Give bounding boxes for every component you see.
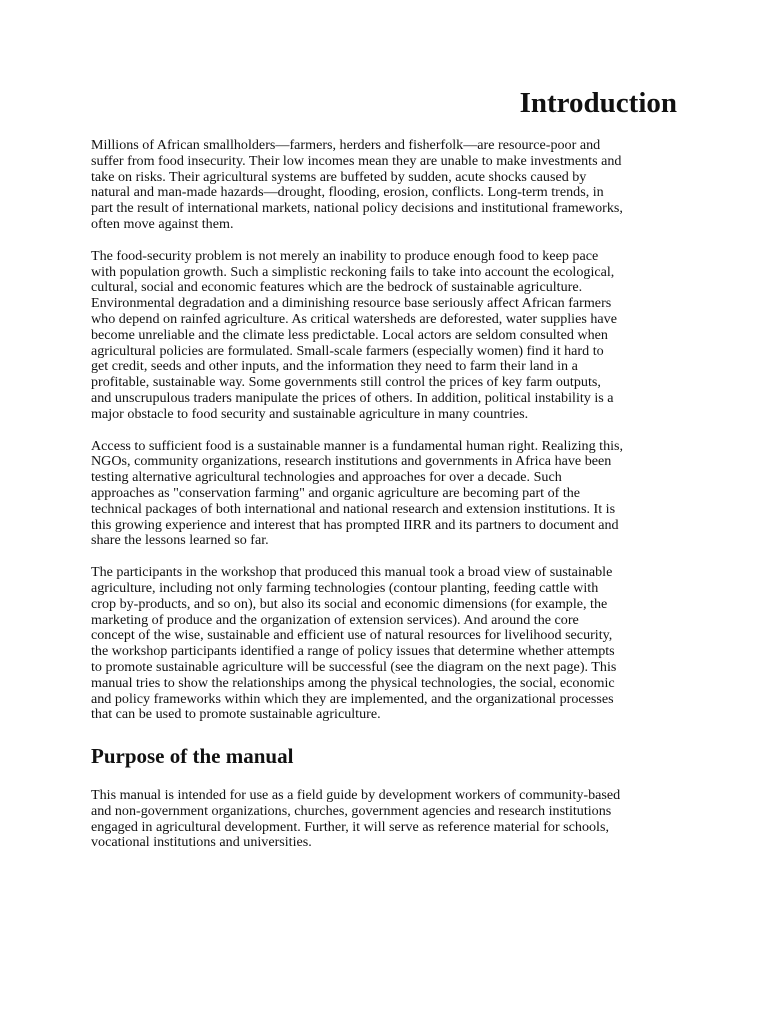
- text-line: with population growth. Such a simplistic reckoning fails to take into account the ecological,: [91, 263, 615, 280]
- text-line: and policy frameworks within which they are implemented, and the organizational processes: [91, 690, 614, 707]
- text-line: become unreliable and the climate less predictable. Local actors are seldom consulted when: [91, 326, 608, 343]
- document-body: [91, 138, 685, 867]
- text-line: NGOs, community organizations, research institutions and governments in Africa have been: [91, 453, 612, 470]
- text-line: to promote sustainable agriculture will be successful (see the diagram on the next page). This: [91, 658, 617, 675]
- text-line: that can be used to promote sustainable agriculture.: [91, 706, 381, 723]
- text-line: approaches as "conservation farming" and organic agriculture are becoming part of the: [91, 484, 581, 501]
- intro-paragraph-3: [91, 439, 685, 550]
- text-line: concept of the wise, sustainable and efficient use of natural resources for livelihood security,: [91, 627, 613, 644]
- text-line: the workshop participants identified a range of policy issues that determine whether attempts: [91, 643, 615, 660]
- intro-paragraph-2: [91, 249, 685, 423]
- text-line: Environmental degradation and a diminishing resource base seriously affect African farmers: [91, 295, 612, 312]
- text-line: major obstacle to food security and sustainable agriculture in many countries.: [91, 405, 529, 422]
- text-line: profitable, sustainable way. Some governments still control the prices of key farm outputs,: [91, 374, 601, 391]
- text-line: vocational institutions and universities.: [91, 834, 312, 851]
- text-line: crop by-products, and so on), but also its social and economic dimensions (for example, the: [91, 595, 608, 612]
- purpose-paragraph: [91, 788, 685, 851]
- text-line: take on risks. Their agricultural systems are buffeted by sudden, acute shocks caused by: [91, 168, 587, 185]
- text-line: testing alternative agricultural technologies and approaches for over a decade. Such: [91, 469, 562, 486]
- text-line: suffer from food insecurity. Their low incomes mean they are unable to make investments and: [91, 152, 622, 169]
- text-line: Access to sufficient food is a sustainable manner is a fundamental human right. Realizing this,: [91, 437, 624, 454]
- intro-paragraph-1: [91, 138, 685, 233]
- text-line: engaged in agricultural development. Further, it will serve as reference material for schools,: [91, 818, 609, 835]
- text-line: agriculture, including not only farming technologies (contour planting, feeding cattle with: [91, 579, 599, 596]
- text-line: marketing of produce and the organization of extension services). And around the core: [91, 611, 579, 628]
- section-heading-purpose: Purpose of the manual: [91, 744, 294, 769]
- text-line: part the result of international markets, national policy decisions and institutional frameworks,: [91, 200, 623, 217]
- text-line: this growing experience and interest that has prompted IIRR and its partners to document and: [91, 516, 619, 533]
- text-line: get credit, seeds and other inputs, and the information they need to farm their land in a: [91, 358, 578, 375]
- text-line: Millions of African smallholders—farmers, herders and fisherfolk—are resource-poor and: [91, 137, 601, 153]
- text-line: The food-security problem is not merely an inability to produce enough food to keep pace: [91, 247, 599, 264]
- text-line: technical packages of both international and national research and extension institutions. It is: [91, 500, 616, 517]
- text-line: cultural, social and economic features which are the bedrock of sustainable agriculture.: [91, 279, 583, 296]
- document-page: [91, 0, 685, 1024]
- text-line: often move against them.: [91, 215, 234, 232]
- text-line: manual tries to show the relationships among the physical technologies, the social, economic: [91, 674, 615, 691]
- text-line: This manual is intended for use as a field guide by development workers of community-based: [91, 787, 621, 804]
- intro-paragraph-4: [91, 565, 685, 723]
- text-line: agricultural policies are formulated. Small-scale farmers (especially women) find it hard to: [91, 342, 604, 359]
- text-line: who depend on rainfed agriculture. As critical watersheds are deforested, water supplies have: [91, 310, 617, 327]
- text-line: and unscrupulous traders manipulate the prices of others. In addition, political instability is a: [91, 389, 614, 406]
- page-title: Introduction: [519, 87, 677, 119]
- text-line: natural and man-made hazards—drought, flooding, erosion, conflicts. Long-term trends, in: [91, 184, 604, 201]
- text-line: and non-government organizations, churches, government agencies and research institutions: [91, 802, 612, 819]
- text-line: share the lessons learned so far.: [91, 532, 269, 549]
- text-line: The participants in the workshop that produced this manual took a broad view of sustainable: [91, 564, 613, 581]
